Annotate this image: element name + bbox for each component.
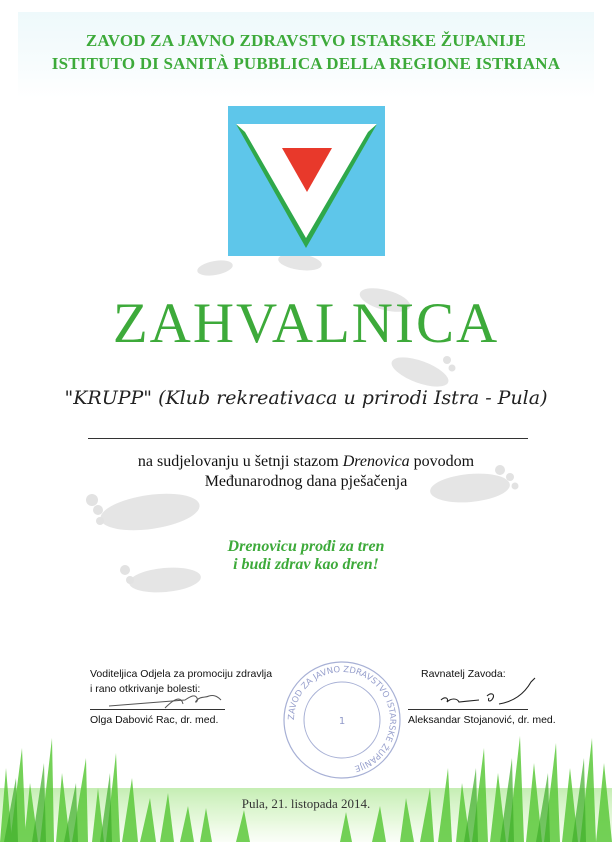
recipient-underline [88, 438, 528, 439]
official-stamp [280, 658, 404, 782]
left-signature-line [90, 709, 225, 710]
left-signatory-name: Olga Dabović Rac, dr. med. [90, 714, 219, 726]
stamp-ring-text: ZAVOD ZA JAVNO ZDRAVSTVO ISTARSKE ŽUPANIJE [286, 664, 398, 774]
right-signature [435, 676, 540, 712]
slogan-line-1: Drenovicu prođi za tren [227, 538, 385, 555]
trail-name: Drenovica [342, 453, 410, 470]
body-line-1-end: povodom [409, 453, 475, 470]
left-signatory-role-line-1: Voditeljica Odjela za promociju zdravlja [90, 668, 273, 680]
header-title-italian: ISTITUTO DI SANITÀ PUBBLICA DELLA REGIONE ISTRIANA [51, 54, 561, 73]
right-signatory-name: Aleksandar Stojanović, dr. med. [408, 714, 556, 726]
right-signature-line [408, 709, 528, 710]
place-and-date: Pula, 21. listopada 2014. [241, 796, 371, 811]
stamp-number: 1 [338, 716, 346, 727]
body-line-2: Međunarodnog dana pješačenja [204, 473, 408, 490]
right-signatory-role: Ravnatelj Zavoda: [421, 668, 506, 680]
left-signatory-role-line-2: i rano otkrivanje bolesti: [90, 683, 201, 695]
slogan-line-2: i budi zdrav kao dren! [233, 556, 379, 573]
header-title-croatian: ZAVOD ZA JAVNO ZDRAVSTVO ISTARSKE ŽUPANIJE [85, 31, 527, 50]
recipient-name: "KRUPP" (Klub rekreativaca u prirodi Istra - Pula) [64, 387, 548, 409]
body-line-1 [0, 453, 612, 471]
certificate-title: ZAHVALNICA [112, 292, 500, 355]
institute-logo [228, 106, 385, 256]
body-line-1-start: na sudjelovanju u šetnji stazom [137, 453, 343, 470]
